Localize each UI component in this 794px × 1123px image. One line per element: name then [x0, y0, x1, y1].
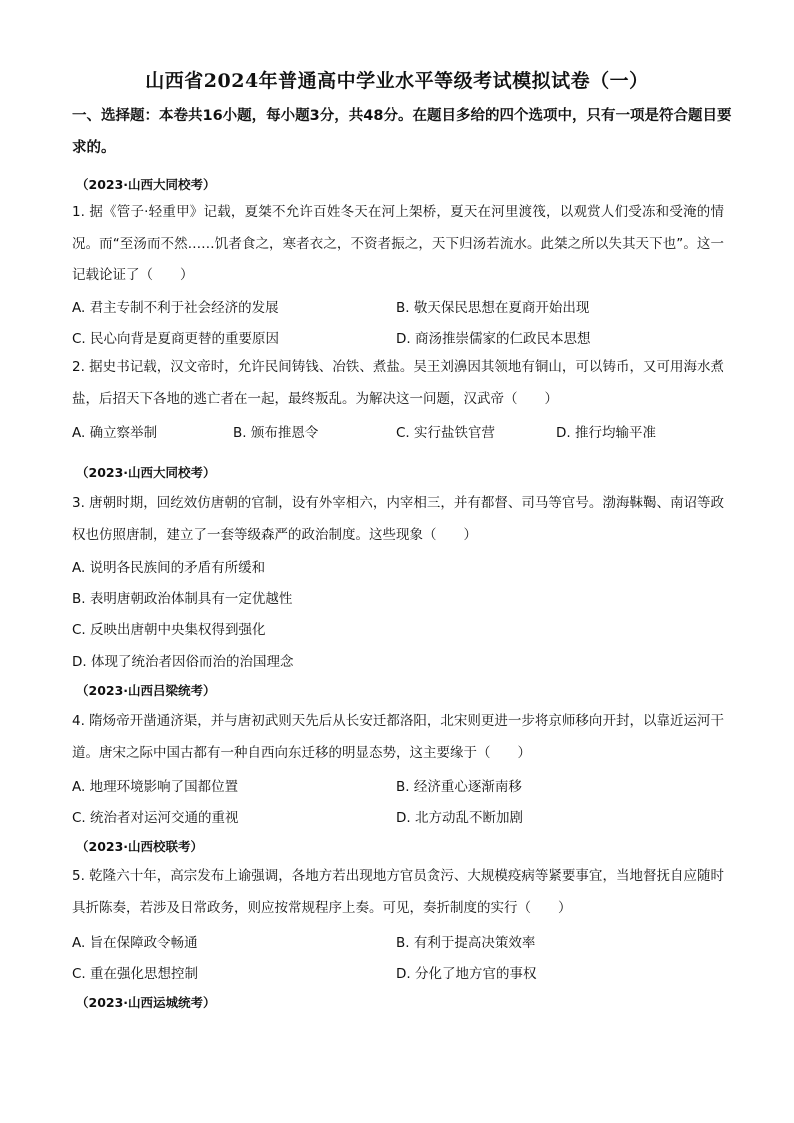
question-1-option-a: A. 君主专制不利于社会经济的发展 [72, 300, 279, 316]
question-source: （2023·山西运城统考） [76, 995, 216, 1010]
question-3-option-d: D. 体现了统治者因俗而治的治国理念 [72, 654, 294, 670]
question-source: （2023·山西大同校考） [76, 465, 216, 480]
question-5-option-a: A. 旨在保障政令畅通 [72, 935, 198, 951]
question-3-option-a: A. 说明各民族间的矛盾有所缓和 [72, 560, 266, 576]
question-2-option-a: A. 确立察举制 [72, 425, 158, 441]
question-1-option-b: B. 敬天保民思想在夏商开始出现 [396, 300, 590, 316]
question-5-option-b: B. 有利于提高决策效率 [396, 935, 536, 951]
question-1-stem: 1. 据《管子·轻重甲》记载，夏桀不允许百姓冬天在河上架桥，夏天在河里渡筏，以观赏人们受冻和受淹的情况。而“至汤而不然……饥者食之，寒者衣之，不资者振之，天下归汤若流水。此桀之所以失其天下也”。这一记载论证了（ ） [72, 204, 724, 283]
question-5-option-d: D. 分化了地方官的事权 [396, 966, 537, 982]
question-3-stem: 3. 唐朝时期，回纥效仿唐朝的官制，设有外宰相六，内宰相三，并有都督、司马等官号。渤海靺鞨、南诏等政权也仿照唐制，建立了一套等级森严的政治制度。这些现象（ ） [72, 495, 724, 543]
question-1-option-d: D. 商汤推崇儒家的仁政民本思想 [396, 331, 591, 347]
question-3-option-b: B. 表明唐朝政治体制具有一定优越性 [72, 591, 293, 607]
question-2-option-d: D. 推行均输平准 [556, 425, 656, 441]
question-source: （2023·山西大同校考） [76, 177, 216, 192]
question-1-option-c: C. 民心向背是夏商更替的重要原因 [72, 331, 280, 347]
question-5-stem: 5. 乾隆六十年，高宗发布上谕强调，各地方若出现地方官员贪污、大规模疫病等紧要事宜，当地督抚自应随时具折陈奏，若涉及日常政务，则应按常规程序上奏。可见，奏折制度的实行（ ） [72, 868, 724, 916]
exam-title: 山西省2024年普通高中学业水平等级考试模拟试卷（一） [145, 70, 649, 92]
question-2-stem: 2. 据史书记载，汉文帝时，允许民间铸钱、冶铁、煮盐。吴王刘濞因其领地有铜山，可以铸币，又可用海水煮盐，后招天下各地的逃亡者在一起，最终叛乱。为解决这一问题，汉武帝（ ） [72, 359, 724, 407]
question-4-option-b: B. 经济重心逐渐南移 [396, 779, 522, 795]
question-source: （2023·山西校联考） [76, 839, 204, 854]
question-2-option-c: C. 实行盐铁官营 [396, 425, 496, 441]
section-instructions: 一、选择题：本卷共16小题，每小题3分，共48分。在题目多给的四个选项中，只有一项是符合题目要求的。 [72, 108, 732, 156]
question-4-stem: 4. 隋炀帝开凿通济渠，并与唐初武则天先后从长安迁都洛阳，北宋则更进一步将京师移向开封，以靠近运河干道。唐宋之际中国古都有一种自西向东迁移的明显态势，这主要缘于（ ） [72, 713, 724, 761]
question-4-option-c: C. 统治者对运河交通的重视 [72, 810, 239, 826]
question-source: （2023·山西吕梁统考） [76, 683, 216, 698]
question-2-option-b: B. 颁布推恩令 [233, 425, 319, 441]
question-4-option-a: A. 地理环境影响了国都位置 [72, 779, 239, 795]
question-5-option-c: C. 重在强化思想控制 [72, 966, 199, 982]
question-4-option-d: D. 北方动乱不断加剧 [396, 810, 523, 826]
question-3-option-c: C. 反映出唐朝中央集权得到强化 [72, 622, 266, 638]
